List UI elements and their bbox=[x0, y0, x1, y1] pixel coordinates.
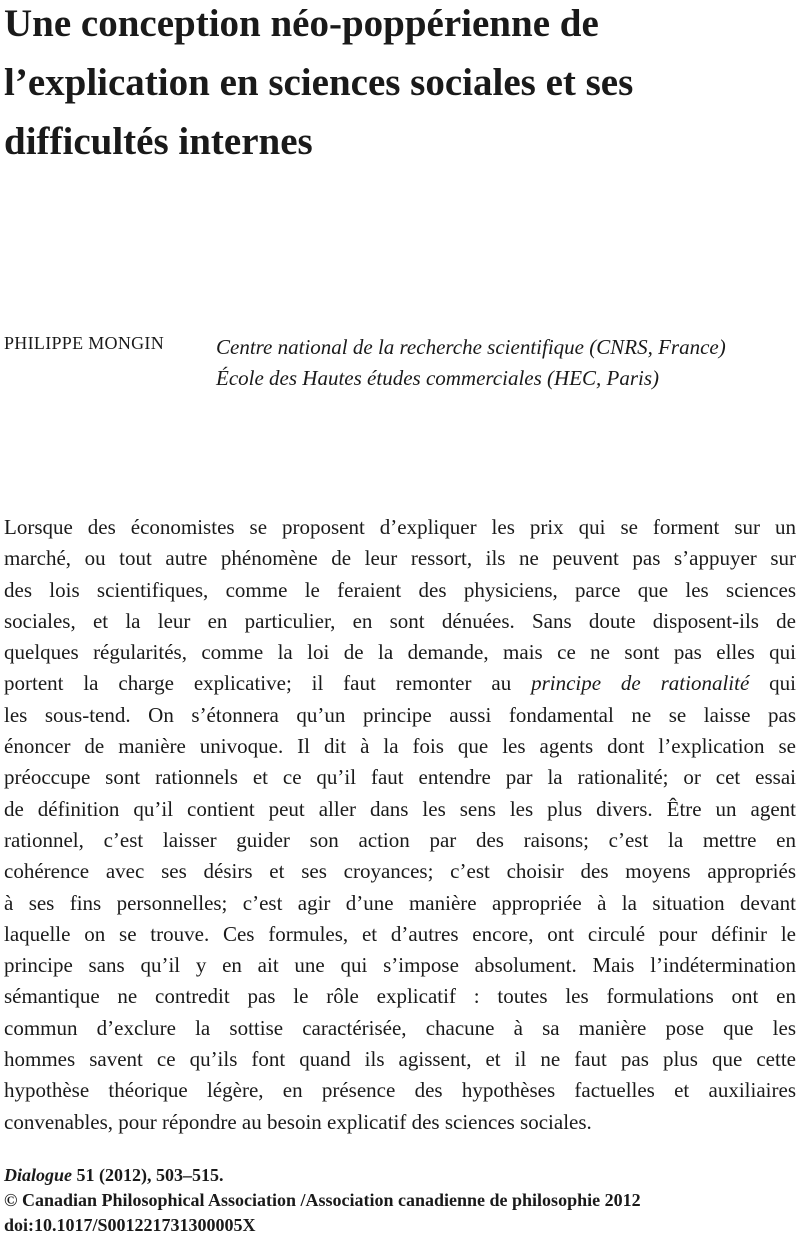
author-name: PHILIPPE MONGIN bbox=[4, 333, 165, 353]
abstract-text: rationnel, c’est laisser guider son action par des raisons; c’est la mettre en bbox=[4, 827, 796, 852]
abstract-text: commun d’exclure la sottise caractérisée, chacune à sa manière pose que les bbox=[4, 1015, 796, 1040]
abstract-text: principe sans qu’il y en ait une qui s’impose absolument. Mais l’indétermination bbox=[4, 953, 796, 978]
abstract-line bbox=[4, 700, 796, 731]
copyright-notice: © Canadian Philosophical Association /Association canadienne de philosophie 2012 bbox=[4, 1190, 641, 1210]
abstract-text: les sous-tend. On s’étonnera qu’un principe aussi fondamental ne se laisse pas bbox=[4, 702, 796, 727]
abstract-text: préoccupe sont rationnels et ce qu’il faut entendre par la rationalité; or cet essai bbox=[4, 765, 796, 790]
title-line: l’explication en sciences sociales et ses bbox=[4, 61, 634, 104]
abstract-line bbox=[4, 1044, 796, 1075]
abstract-line bbox=[4, 512, 796, 543]
abstract-line bbox=[4, 919, 796, 950]
affiliation-cnrs: Centre national de la recherche scientifique (CNRS, France) bbox=[216, 335, 726, 359]
abstract-line bbox=[4, 606, 796, 637]
abstract-text: cohérence avec ses désirs et ses croyances; c’est choisir des moyens appropriés bbox=[4, 859, 796, 884]
abstract-text: sémantique ne contredit pas le rôle explicatif : toutes les formulations ont en bbox=[4, 984, 796, 1009]
abstract-text: Lorsque des économistes se proposent d’expliquer les prix qui se forment sur un bbox=[4, 515, 796, 539]
abstract-text: des lois scientifiques, comme le feraient des physiciens, parce que les sciences bbox=[4, 577, 796, 602]
abstract-text: hypothèse théorique légère, en présence des hypothèses factuelles et auxiliaires bbox=[4, 1078, 796, 1103]
abstract-line bbox=[4, 543, 796, 574]
abstract-text: marché, ou tout autre phénomène de leur ressort, ils ne peuvent pas s’appuyer sur bbox=[4, 546, 796, 571]
abstract-line bbox=[4, 856, 796, 887]
abstract-line bbox=[4, 950, 796, 981]
abstract-text: laquelle on se trouve. Ces formules, et d’autres encore, ont circulé pour définir le bbox=[4, 921, 796, 946]
abstract-line bbox=[4, 1075, 796, 1106]
abstract-line bbox=[4, 731, 796, 762]
abstract-line bbox=[4, 637, 796, 668]
doi: doi:10.1017/S001221731300005X bbox=[4, 1215, 256, 1235]
abstract-text: quelques régularités, comme la loi de la demande, mais ce ne sont pas elles qui bbox=[4, 640, 796, 665]
abstract bbox=[4, 512, 796, 1138]
abstract-line bbox=[4, 1107, 796, 1138]
emphasized-term: principe de rationalité bbox=[531, 671, 750, 696]
abstract-text: de définition qu’il contient peut aller dans les sens les plus divers. Être un agent bbox=[4, 796, 796, 821]
abstract-text: qui bbox=[749, 671, 796, 696]
title-line: Une conception néo-poppérienne de bbox=[4, 2, 599, 45]
affiliations bbox=[216, 332, 726, 394]
abstract-line bbox=[4, 825, 796, 856]
abstract-line bbox=[4, 575, 796, 606]
abstract-text: convenables, pour répondre au besoin explicatif des sciences sociales. bbox=[4, 1109, 592, 1134]
abstract-line bbox=[4, 762, 796, 793]
abstract-line bbox=[4, 794, 796, 825]
abstract-text: hommes savent ce qu’ils font quand ils agissent, et il ne faut pas plus que cette bbox=[4, 1047, 796, 1072]
abstract-text: portent la charge explicative; il faut remonter au bbox=[4, 671, 532, 696]
article-title bbox=[4, 0, 796, 171]
citation-footer bbox=[4, 1163, 800, 1238]
journal-name: Dialogue bbox=[4, 1165, 73, 1185]
journal-citation bbox=[4, 1163, 800, 1188]
abstract-line bbox=[4, 1013, 796, 1044]
title-line: difficultés internes bbox=[4, 120, 313, 163]
abstract-line bbox=[4, 981, 796, 1012]
abstract-line bbox=[4, 888, 796, 919]
abstract-text: énoncer de manière univoque. Il dit à la fois que les agents dont l’explication se bbox=[4, 734, 796, 759]
affiliation-hec: École des Hautes études commerciales (HEC, Paris) bbox=[216, 366, 660, 390]
volume-pages: 51 (2012), 503–515. bbox=[72, 1165, 224, 1185]
abstract-text: à ses fins personnelles; c’est agir d’une manière appropriée à la situation devant bbox=[4, 890, 796, 915]
abstract-text: sociales, et la leur en particulier, en sont dénuées. Sans doute disposent-ils de bbox=[4, 608, 796, 633]
abstract-line bbox=[4, 668, 796, 699]
